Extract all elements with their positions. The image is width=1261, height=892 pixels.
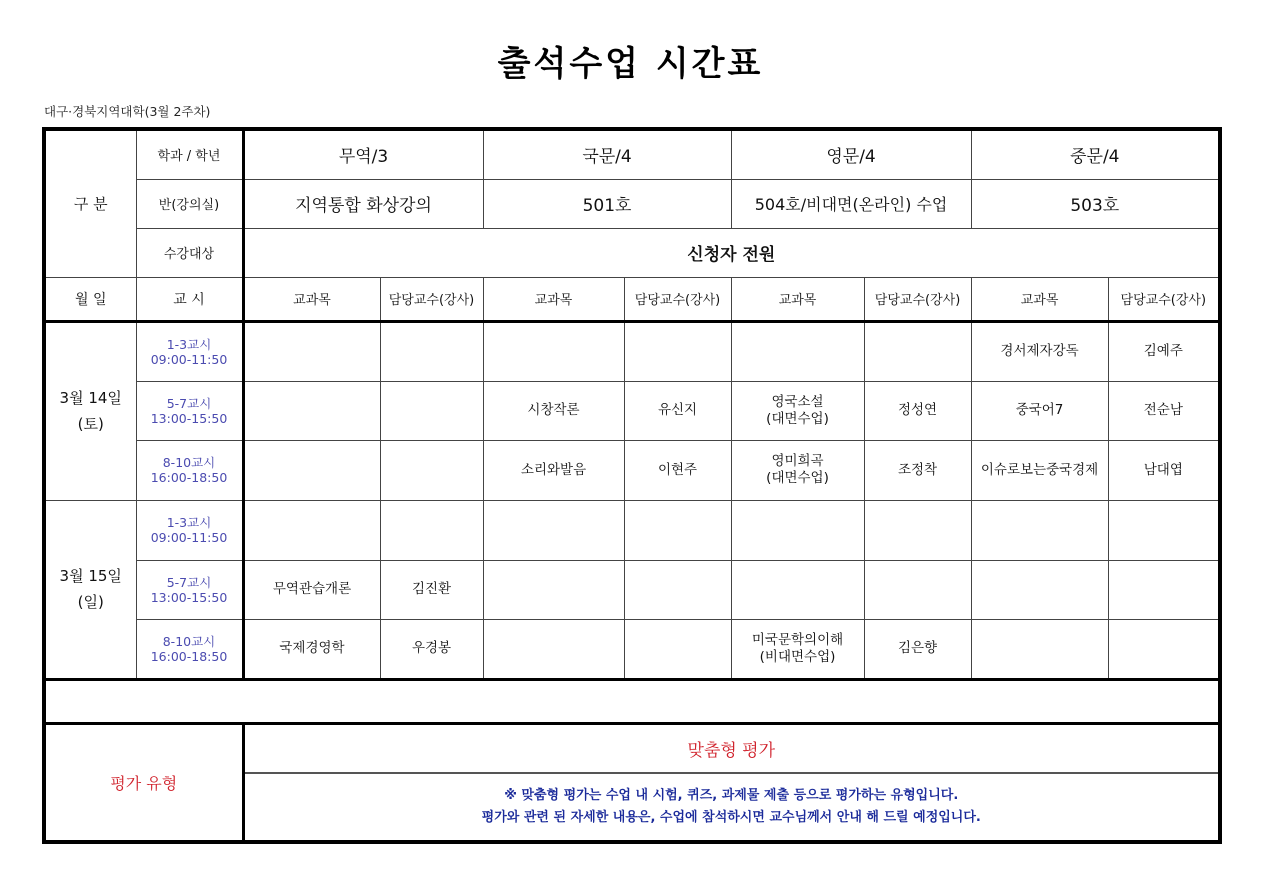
date-cell [44,500,136,679]
delivery-mode: (대면수업) [766,470,829,486]
subject-cell [731,321,864,381]
subject-cell [731,500,864,560]
period-time: 13:00-15:50 [150,410,228,426]
professor-cell [380,440,483,500]
subject-col-header: 교과목 [483,277,624,321]
subject-cell: 소리와발음 [483,440,624,500]
room-row [44,179,1220,228]
subject-name: 영국소설 [771,393,824,410]
subject-cell [243,321,380,381]
subject-col-header: 교과목 [243,277,380,321]
professor-col-header: 담당교수(강사) [624,277,731,321]
subject-col-header: 교과목 [971,277,1108,321]
section-label: 구 분 [44,129,136,277]
evaluation-row [44,723,1220,773]
room-trade: 지역통합 화상강의 [243,179,483,228]
professor-cell: 정성연 [864,381,971,440]
room-chinese: 503호 [971,179,1220,228]
dept-chinese: 중문/4 [971,129,1220,179]
subject-cell [971,500,1108,560]
dept-row [44,129,1220,179]
subject-cell: 이슈로보는중국경제 [971,440,1108,500]
professor-col-header: 담당교수(강사) [1108,277,1220,321]
professor-col-header: 담당교수(강사) [864,277,971,321]
date-label: 3월 14일 [59,389,122,407]
professor-cell [1108,619,1220,679]
evaluation-type-label: 평가 유형 [44,723,243,842]
evaluation-note [243,773,1220,842]
column-header-row [44,277,1220,321]
professor-cell: 남대엽 [1108,440,1220,500]
professor-cell [380,321,483,381]
timetable [42,127,1218,841]
spacer-row [44,679,1220,723]
professor-cell: 유신지 [624,381,731,440]
professor-cell [864,500,971,560]
professor-cell [864,321,971,381]
table-row [44,500,1220,560]
professor-cell [624,500,731,560]
subject-cell: 경서제자강독 [971,321,1108,381]
region-week-label: 대구·경북지역대학(3월 2주차) [44,104,211,119]
subject-cell [971,560,1108,619]
subject-cell [483,321,624,381]
professor-cell [1108,500,1220,560]
dept-label: 학과 / 학년 [136,129,243,179]
timetable-grid [42,127,1222,844]
subject-cell [483,619,624,679]
weekday-label: (일) [77,593,104,611]
period-col-header: 교 시 [136,277,243,321]
subject-cell [731,560,864,619]
period-time: 16:00-18:50 [150,470,228,485]
target-label: 수강대상 [136,228,243,277]
dept-english: 영문/4 [731,129,971,179]
date-label: 3월 15일 [59,567,122,585]
period-time: 13:00-15:50 [150,589,228,605]
delivery-mode: (대면수업) [766,410,829,427]
period-time: 09:00-11:50 [150,351,228,367]
table-row [44,321,1220,381]
subject-cell [483,560,624,619]
period-time: 09:00-11:50 [150,530,228,545]
subject-cell [731,440,864,500]
period-label: 1-3교시 [166,515,212,530]
table-row [44,560,1220,619]
subject-name: 영미희곡 [771,453,824,469]
subject-cell [731,619,864,679]
room-label: 반(강의실) [136,179,243,228]
table-row [44,619,1220,679]
weekday-label: (토) [77,415,104,433]
subject-cell: 무역관습개론 [243,560,380,619]
period-cell [136,321,243,381]
page-title: 출석수업 시간표 [497,44,764,84]
period-label: 8-10교시 [162,633,216,649]
period-label: 1-3교시 [166,336,212,352]
professor-cell [864,560,971,619]
period-label: 5-7교시 [166,574,212,590]
subject-cell [483,500,624,560]
target-row [44,228,1220,277]
period-time: 16:00-18:50 [150,648,228,664]
dept-korean: 국문/4 [483,129,731,179]
subject-cell: 중국어7 [971,381,1108,440]
table-row [44,381,1220,440]
evaluation-note-line1: ※ 맞춤형 평가는 수업 내 시험, 퀴즈, 과제물 제출 등으로 평가하는 유형입니다. [504,788,959,803]
professor-cell [624,321,731,381]
subject-cell [731,381,864,440]
professor-cell [380,381,483,440]
professor-cell: 전순남 [1108,381,1220,440]
professor-cell: 김은향 [864,619,971,679]
period-cell [136,381,243,440]
spacer-cell [44,679,1220,723]
professor-cell: 우경봉 [380,619,483,679]
subject-cell [243,381,380,440]
subject-col-header: 교과목 [731,277,864,321]
professor-cell: 김진환 [380,560,483,619]
table-row [44,440,1220,500]
delivery-mode: (비대면수업) [759,648,836,665]
dept-trade: 무역/3 [243,129,483,179]
target-value: 신청자 전원 [243,228,1220,277]
professor-cell: 조정착 [864,440,971,500]
period-cell [136,560,243,619]
period-cell [136,619,243,679]
subject-cell [971,619,1108,679]
professor-cell [624,619,731,679]
period-label: 5-7교시 [166,395,212,411]
professor-cell [380,500,483,560]
evaluation-title: 맞춤형 평가 [243,723,1220,773]
professor-col-header: 담당교수(강사) [380,277,483,321]
subject-cell: 국제경영학 [243,619,380,679]
subject-cell: 시창작론 [483,381,624,440]
professor-cell: 이현주 [624,440,731,500]
subject-cell [243,440,380,500]
professor-cell: 김예주 [1108,321,1220,381]
room-korean: 501호 [483,179,731,228]
room-english: 504호/비대면(온라인) 수업 [731,179,971,228]
subject-name: 미국문학의이해 [751,631,844,648]
period-label: 8-10교시 [162,455,216,470]
subject-cell [243,500,380,560]
professor-cell [1108,560,1220,619]
period-cell [136,440,243,500]
date-col-header: 월 일 [44,277,136,321]
date-cell [44,321,136,500]
period-cell [136,500,243,560]
professor-cell [624,560,731,619]
evaluation-note-line2: 평가와 관련 된 자세한 내용은, 수업에 참석하시면 교수님께서 안내 해 드릴 예정입니다. [481,810,981,825]
